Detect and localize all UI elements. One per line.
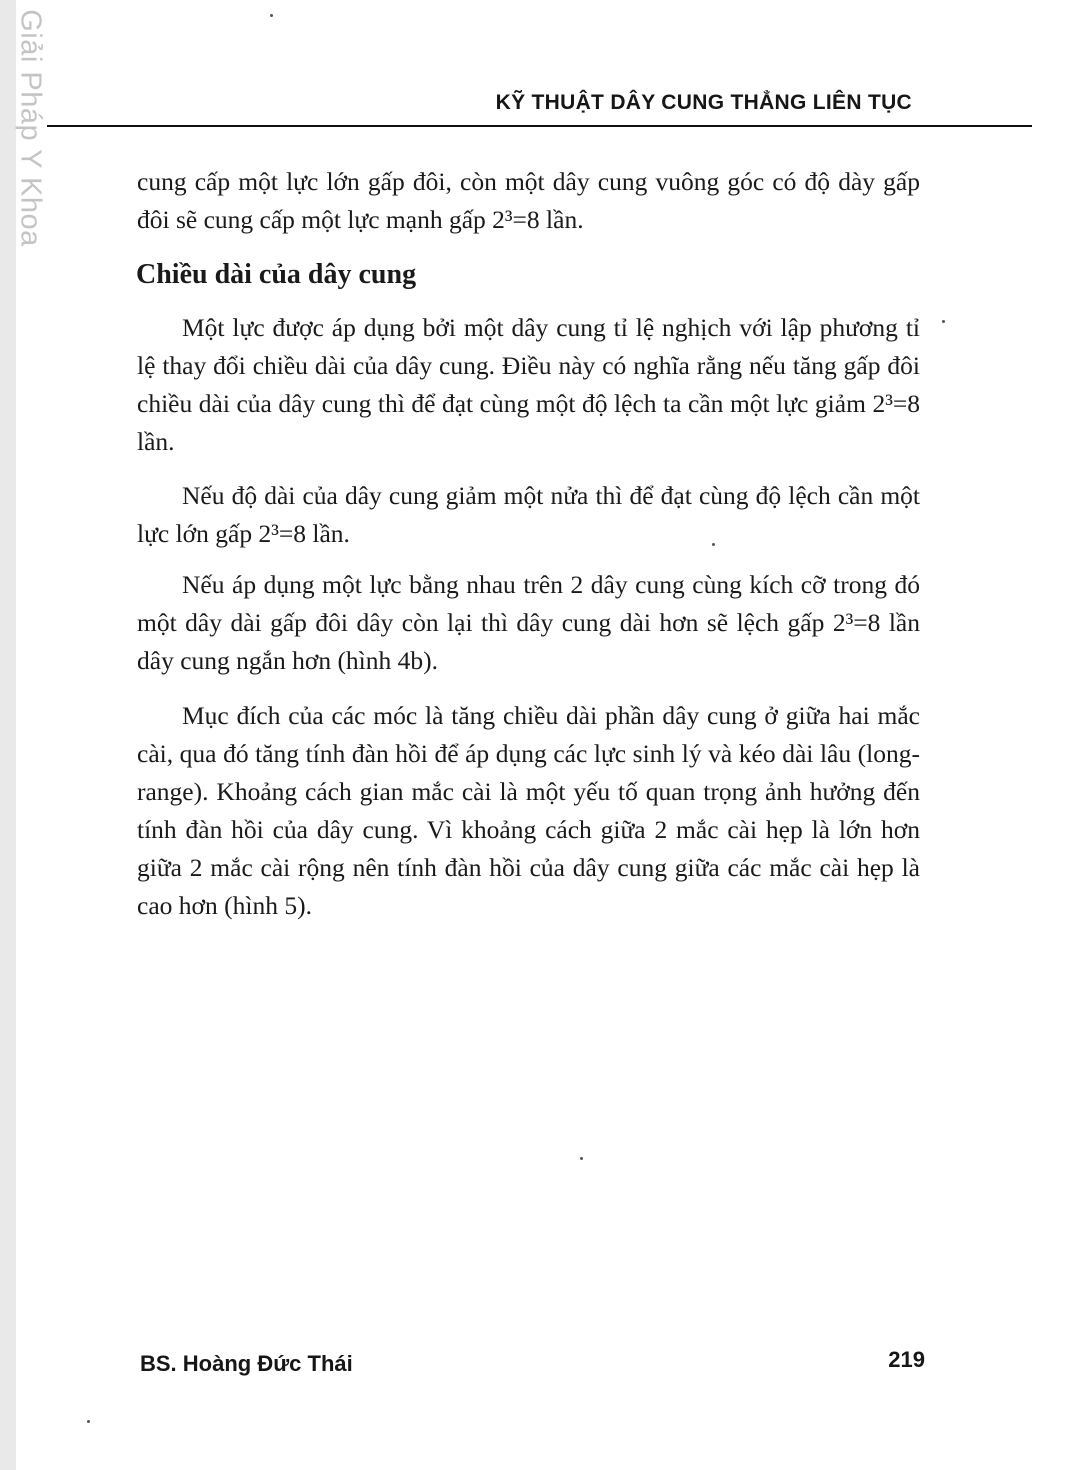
running-header: KỸ THUẬT DÂY CUNG THẲNG LIÊN TỤC <box>495 91 912 114</box>
scan-speck <box>580 1157 583 1160</box>
continuation-paragraph: cung cấp một lực lớn gấp đôi, còn một dây cung vuông góc có độ dày gấp đôi sẽ cung cấp một lực mạnh gấp 2³=8 lần. <box>137 167 920 234</box>
paragraph-2: Nếu độ dài của dây cung giảm một nửa thì để đạt cùng độ lệch cần một lực lớn gấp 2³=8 lần. <box>137 481 920 548</box>
paragraph-4: Mục đích của các móc là tăng chiều dài phần dây cung ở giữa hai mắc cài, qua đó tăng tính đàn hồi để áp dụng các lực sinh lý và kéo dài lâu (long-range). Khoảng cách gian mắc cài là một yếu tố quan trọng ảnh hưởng đến tính đàn hồi của dây cung. Vì khoảng cách giữa 2 mắc cài hẹp là lớn hơn giữa 2 mắc cài rộng nên tính đàn hồi của dây cung giữa các mắc cài hẹp là cao hơn (hình 5). <box>137 701 920 920</box>
header-rule <box>47 125 1032 127</box>
scan-speck <box>87 1420 90 1423</box>
scan-speck <box>942 320 945 323</box>
page-number: 219 <box>888 1347 925 1372</box>
section-heading: Chiều dài của dây cung <box>136 259 417 290</box>
footer-author: BS. Hoàng Đức Thái <box>140 1351 353 1376</box>
scan-speck <box>712 543 715 546</box>
paragraph-1: Một lực được áp dụng bởi một dây cung tỉ lệ nghịch với lập phương tỉ lệ thay đổi chiều dài của dây cung. Điều này có nghĩa rằng nếu tăng gấp đôi chiều dài của dây cung thì để đạt cùng một độ lệch ta cần một lực giảm 2³=8 lần. <box>137 313 920 456</box>
paragraph-3: Nếu áp dụng một lực bằng nhau trên 2 dây cung cùng kích cỡ trong đó một dây dài gấp đôi dây còn lại thì dây cung dài hơn sẽ lệch gấp 2³=8 lần dây cung ngắn hơn (hình 4b). <box>137 570 920 675</box>
watermark-text: Giải Pháp Y Khoa <box>14 9 47 247</box>
scan-speck <box>270 14 273 17</box>
